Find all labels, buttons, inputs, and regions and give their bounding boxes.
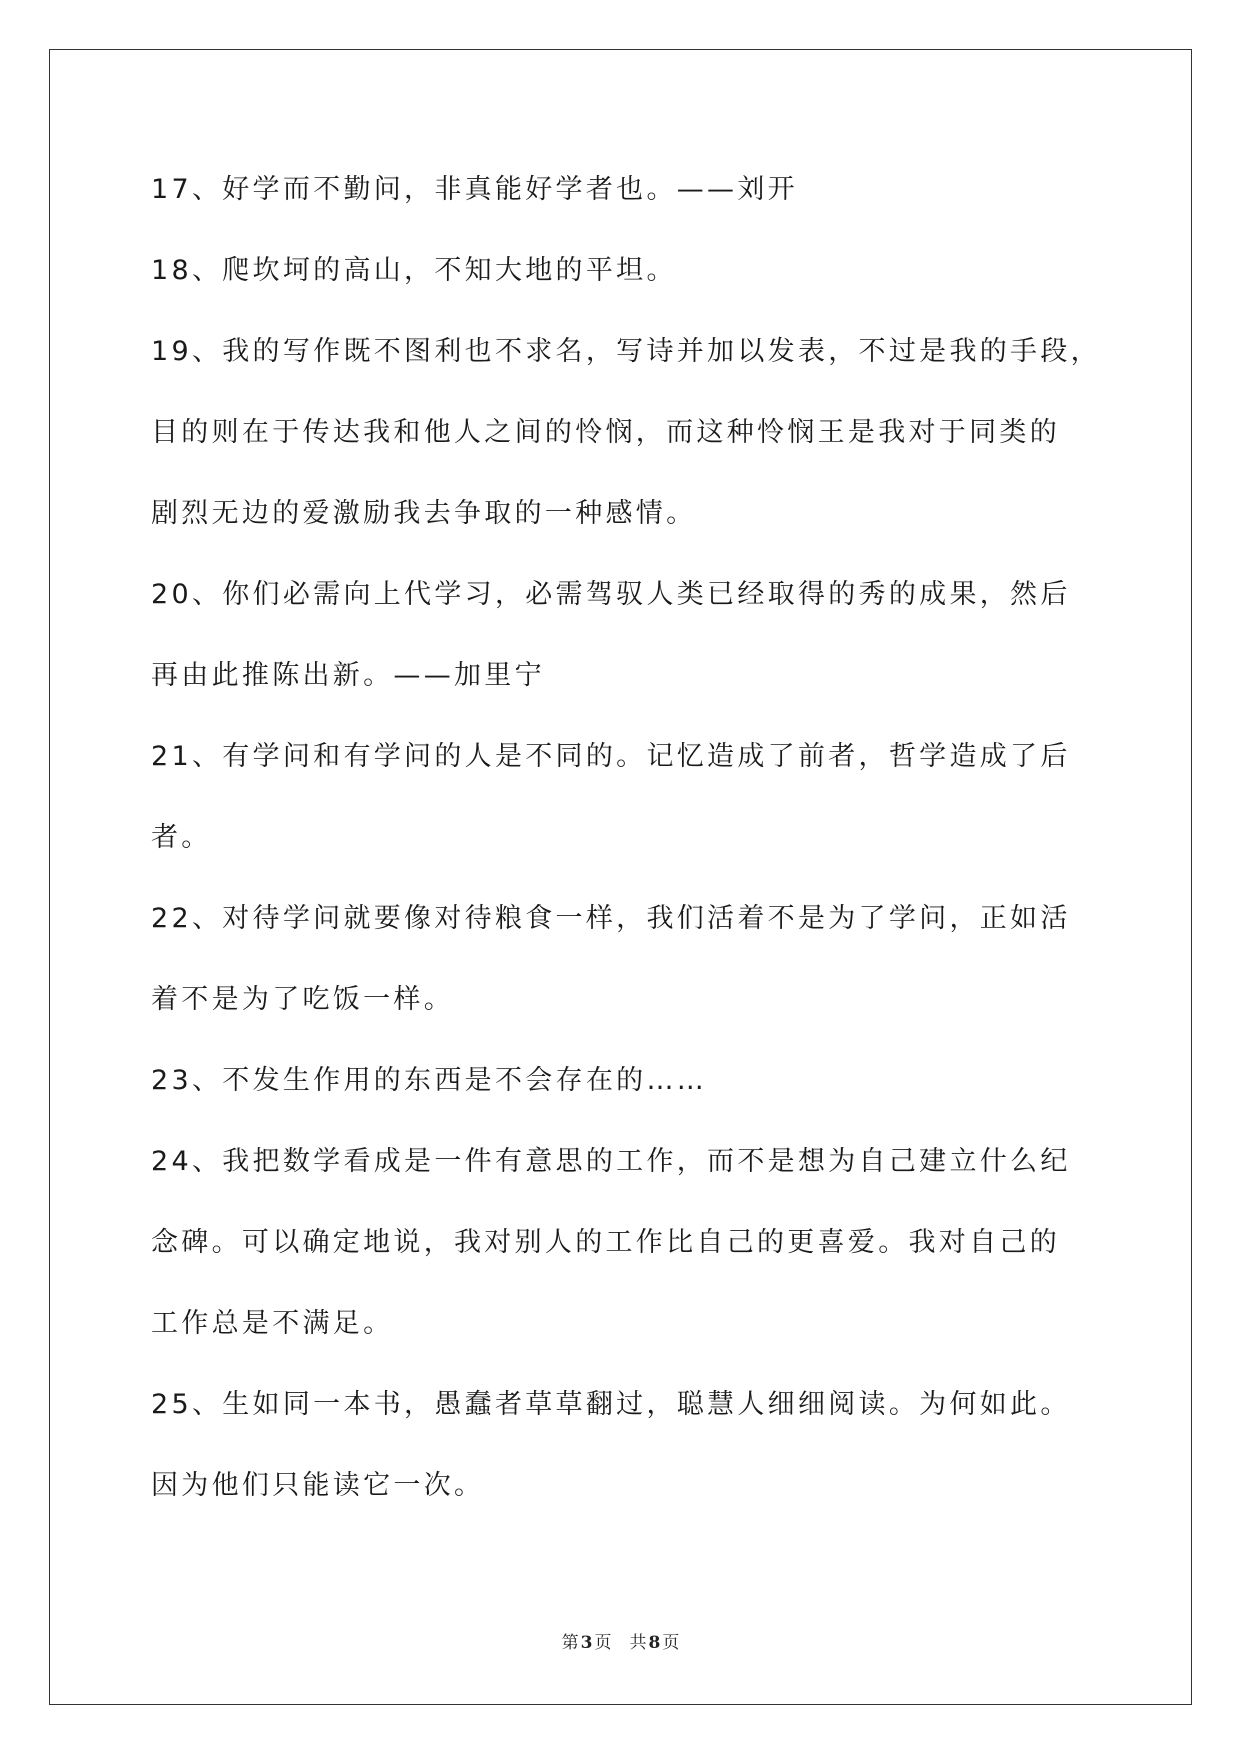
text-line: 着不是为了吃饭一样。 (151, 984, 454, 1015)
total-prefix: 共 (629, 1633, 647, 1653)
page-suffix: 页 (594, 1633, 612, 1653)
text-line: 24、我把数学看成是一件有意思的工作，而不是想为自己建立什么纪 (151, 1146, 1071, 1177)
text-line: 17、好学而不勤问，非真能好学者也。——刘开 (151, 174, 798, 205)
quote-19 (151, 322, 1101, 565)
text-line: 再由此推陈出新。——加里宁 (151, 660, 545, 691)
quote-21 (151, 727, 1101, 889)
text-line: 念碑。可以确定地说，我对别人的工作比自己的更喜爱。我对自己的 (151, 1227, 1060, 1258)
quote-22 (151, 889, 1101, 1051)
total-pages: 8 (648, 1633, 661, 1653)
quote-18 (151, 241, 1101, 322)
text-line: 剧烈无边的爱激励我去争取的一种感情。 (151, 498, 697, 529)
text-line: 18、爬坎坷的高山，不知大地的平坦。 (151, 255, 677, 286)
page-footer (0, 1628, 1241, 1653)
text-line: 23、不发生作用的东西是不会存在的…… (151, 1065, 708, 1096)
text-line: 22、对待学问就要像对待粮食一样，我们活着不是为了学问，正如活 (151, 903, 1071, 934)
total-suffix: 页 (662, 1633, 680, 1653)
quote-25 (151, 1375, 1101, 1537)
quote-23 (151, 1051, 1101, 1132)
text-line: 者。 (151, 822, 212, 853)
page-prefix: 第 (561, 1633, 579, 1653)
text-line: 因为他们只能读它一次。 (151, 1470, 485, 1501)
text-line: 20、你们必需向上代学习，必需驾驭人类已经取得的秀的成果，然后 (151, 579, 1071, 610)
quote-24 (151, 1132, 1101, 1375)
quote-20 (151, 565, 1101, 727)
text-line: 21、有学问和有学问的人是不同的。记忆造成了前者，哲学造成了后 (151, 741, 1071, 772)
document-body (151, 160, 1101, 1537)
text-line: 工作总是不满足。 (151, 1308, 394, 1339)
text-line: 25、生如同一本书，愚蠢者草草翻过，聪慧人细细阅读。为何如此。 (151, 1389, 1071, 1420)
page-number: 3 (580, 1633, 593, 1653)
text-line: 目的则在于传达我和他人之间的怜悯，而这种怜悯王是我对于同类的 (151, 417, 1060, 448)
text-line: 19、我的写作既不图利也不求名，写诗并加以发表，不过是我的手段， (151, 336, 1101, 367)
quote-17 (151, 160, 1101, 241)
